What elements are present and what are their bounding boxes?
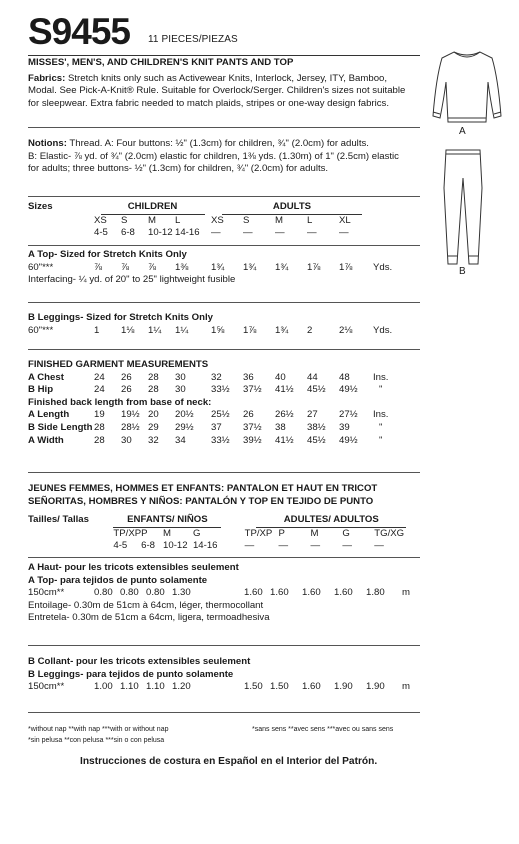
haut-heading: A Haut- pour les tricots extensibles seulement bbox=[28, 562, 239, 573]
yardage-cell: 1.60 bbox=[302, 587, 321, 599]
row-label: A Width bbox=[28, 434, 64, 446]
size-name: XS bbox=[94, 214, 107, 226]
measure-cell: 44 bbox=[307, 371, 318, 383]
measure-cell: 27 bbox=[307, 409, 318, 421]
size-name: XS bbox=[211, 214, 224, 226]
yardage-cell: 1⅜ bbox=[175, 261, 189, 273]
sizes-label: Tailles/ Tallas bbox=[28, 514, 89, 525]
measure-cell: 24 bbox=[94, 371, 105, 383]
size-range: — bbox=[339, 227, 349, 239]
top-heading: A Top- para tejidos de punto solamente bbox=[28, 574, 208, 586]
size-range: 6-8 bbox=[121, 227, 135, 239]
measure-cell: 28½ bbox=[121, 421, 140, 433]
children-label: CHILDREN bbox=[101, 201, 205, 215]
measure-cell: 30 bbox=[175, 384, 186, 396]
english-size-table bbox=[28, 201, 420, 240]
leggings-yardage-row bbox=[28, 325, 420, 338]
metric-leggings-row bbox=[28, 681, 420, 694]
top-yardage-row bbox=[28, 262, 420, 275]
measure-cell: 41½ bbox=[275, 384, 294, 396]
size-range: — bbox=[275, 227, 285, 239]
fabrics-line: Stretch knits only such as Activewear Knits, Interlock, Jersey, ITY, Bamboo, bbox=[65, 72, 388, 84]
yardage-cell: 1⅝ bbox=[211, 324, 225, 336]
measure-cell: 26½ bbox=[275, 409, 294, 421]
yardage-cell: 2⅛ bbox=[339, 324, 353, 336]
yardage-cell: 1.60 bbox=[244, 587, 263, 599]
fabrics-text bbox=[28, 73, 420, 111]
divider bbox=[28, 712, 420, 713]
yardage-cell: 1⅞ bbox=[307, 261, 321, 273]
footnote-fr: *sans sens **avec sens ***avec ou sans sens bbox=[252, 726, 394, 733]
unit-label: m bbox=[402, 681, 410, 693]
size-name: L bbox=[175, 214, 181, 226]
yardage-cell: 1.30 bbox=[172, 587, 191, 599]
yardage-cell: 1¾ bbox=[275, 324, 289, 336]
side-length-row bbox=[28, 422, 420, 435]
measure-cell: 38½ bbox=[307, 421, 326, 433]
measure-cell: 30 bbox=[175, 371, 186, 383]
size-range: 6-8 bbox=[141, 540, 156, 552]
size-name: TP/XP bbox=[113, 527, 142, 539]
unit-label: m bbox=[402, 587, 410, 599]
yardage-cell: 1.60 bbox=[270, 587, 289, 599]
size-ranges-row bbox=[28, 227, 420, 240]
measure-cell: 37 bbox=[211, 421, 222, 433]
size-name: S bbox=[243, 214, 250, 226]
divider bbox=[28, 196, 420, 197]
measure-cell: 39½ bbox=[243, 434, 262, 446]
size-name: M bbox=[275, 214, 283, 226]
measure-cell: 37½ bbox=[243, 421, 262, 433]
measure-cell: 28 bbox=[148, 371, 159, 383]
length-row bbox=[28, 409, 420, 422]
measure-cell: 49½ bbox=[339, 384, 358, 396]
leggings-yardage-table bbox=[28, 312, 420, 337]
unit-label: Ins. bbox=[373, 409, 389, 421]
size-range: — bbox=[243, 227, 253, 239]
leggings-sketch bbox=[436, 148, 490, 266]
measure-cell: 30 bbox=[121, 434, 132, 446]
measure-cell: 37½ bbox=[243, 384, 262, 396]
width-row bbox=[28, 435, 420, 448]
measure-cell: 41½ bbox=[275, 434, 294, 446]
footnote-en: *without nap **with nap ***with or without nap bbox=[28, 726, 169, 733]
divider bbox=[28, 349, 420, 350]
measure-cell: 49½ bbox=[339, 434, 358, 446]
row-label: B Side Length bbox=[28, 421, 93, 433]
measure-cell: 25½ bbox=[211, 409, 230, 421]
metric-top-row bbox=[28, 587, 420, 600]
size-names-row bbox=[28, 215, 420, 228]
entretela-text: Entretela- 0.30m de 51cm a 64cm, ligera, termoadhesiva bbox=[28, 612, 270, 624]
pattern-code: S9455 bbox=[28, 11, 130, 52]
measure-cell: 33½ bbox=[211, 384, 230, 396]
yardage-cell: 2 bbox=[307, 324, 313, 336]
french-title: JEUNES FEMMES, HOMMES ET ENFANTS: PANTALON ET HAUT EN TRICOT bbox=[28, 483, 378, 494]
size-names-row bbox=[28, 528, 420, 541]
ditto-mark: " bbox=[379, 384, 383, 396]
size-group-row bbox=[28, 201, 420, 215]
ditto-mark: " bbox=[379, 434, 383, 446]
sizes-label: Sizes bbox=[28, 201, 53, 212]
yardage-cell: 1.50 bbox=[244, 681, 263, 693]
spanish-instructions-note: Instrucciones de costura en Español en el Interior del Patrón. bbox=[80, 756, 378, 767]
size-range: — bbox=[278, 540, 289, 552]
view-a-label: A bbox=[459, 126, 466, 137]
row-label: B Hip bbox=[28, 384, 54, 396]
size-range: — bbox=[342, 540, 352, 552]
measure-cell: 24 bbox=[94, 384, 105, 396]
measure-cell: 36 bbox=[243, 371, 254, 383]
size-name: TG/XG bbox=[374, 527, 405, 539]
yardage-cell: 1.20 bbox=[172, 681, 191, 693]
measure-cell: 33½ bbox=[211, 434, 230, 446]
leggings-heading: B Leggings- para tejidos de punto solamente bbox=[28, 668, 234, 680]
yardage-cell: 1.90 bbox=[334, 681, 353, 693]
size-name: P bbox=[141, 527, 148, 539]
size-range: — bbox=[374, 540, 384, 552]
ditto-mark: " bbox=[379, 421, 383, 433]
measure-cell: 39 bbox=[339, 421, 350, 433]
size-range: — bbox=[307, 227, 317, 239]
yardage-cell: 1⅞ bbox=[339, 261, 353, 273]
adults-label: ADULTES/ ADULTOS bbox=[256, 514, 406, 528]
measure-cell: 26 bbox=[121, 384, 132, 396]
fabrics-line: Modal. See Pick-A-Knit® Rule. Suitable for Overlock/Serger. Children's sizes not suitable bbox=[28, 85, 406, 97]
top-yardage-table bbox=[28, 249, 420, 287]
yardage-cell: ⅞ bbox=[94, 261, 103, 273]
divider bbox=[28, 245, 420, 246]
row-label: A Length bbox=[28, 409, 70, 421]
measure-cell: 28 bbox=[94, 421, 105, 433]
translated-title bbox=[28, 483, 420, 508]
yardage-cell: 1.80 bbox=[366, 587, 385, 599]
yardage-cell: 1¾ bbox=[275, 261, 289, 273]
divider bbox=[28, 645, 420, 646]
measure-cell: 34 bbox=[175, 434, 186, 446]
fabric-width: 60"*** bbox=[28, 261, 54, 273]
yardage-cell: 0.80 bbox=[94, 587, 113, 599]
size-range: — bbox=[310, 540, 321, 552]
finished-heading: FINISHED GARMENT MEASUREMENTS bbox=[28, 359, 209, 370]
hip-row bbox=[28, 384, 420, 397]
notions-label: Notions: bbox=[28, 138, 67, 149]
measure-cell: 32 bbox=[148, 434, 159, 446]
measure-cell: 20½ bbox=[175, 409, 194, 421]
row-label: A Chest bbox=[28, 371, 64, 383]
unit-label: Yds. bbox=[373, 261, 393, 273]
size-name: S bbox=[121, 214, 128, 226]
footnote-es: *sin pelusa **con pelusa ***sin o con pelusa bbox=[28, 737, 165, 744]
yardage-cell: 1.60 bbox=[334, 587, 353, 599]
piece-count: 11 PIECES/PIEZAS bbox=[148, 34, 238, 45]
size-range: — bbox=[244, 540, 255, 552]
english-title: MISSES', MEN'S, AND CHILDREN'S KNIT PANTS AND TOP bbox=[28, 57, 294, 68]
notions-line: B: Elastic- ⅞ yd. of ¾" (2.0cm) elastic for children, 1⅜ yds. (1.30m) of 1" (2.5cm) elastic bbox=[28, 150, 399, 162]
notions-line: for adults; three buttons- ½" (1.3cm) for children, ¾" (2.0cm) for adults. bbox=[28, 163, 329, 175]
divider bbox=[28, 557, 420, 558]
yardage-cell: 1.90 bbox=[366, 681, 385, 693]
size-name: L bbox=[307, 214, 313, 226]
notions-line: Thread. A: Four buttons: ½" (1.3cm) for children, ¾" (2.0cm) for adults. bbox=[66, 138, 369, 149]
yardage-cell: 1.00 bbox=[94, 681, 113, 693]
pattern-header bbox=[28, 12, 428, 56]
size-range: 14-16 bbox=[175, 227, 200, 239]
fabrics-section bbox=[28, 57, 420, 110]
measure-cell: 28 bbox=[148, 384, 159, 396]
size-name: TP/XP bbox=[244, 527, 273, 539]
yardage-cell: 1¾ bbox=[243, 261, 257, 273]
yardage-cell: 1¼ bbox=[148, 324, 162, 336]
size-range: — bbox=[211, 227, 221, 239]
size-range: 14-16 bbox=[192, 540, 218, 552]
size-name: P bbox=[278, 527, 285, 539]
divider bbox=[28, 472, 420, 473]
unit-label: Yds. bbox=[373, 324, 393, 336]
fabrics-line: for sleepwear. Extra fabric needed to match plaids, stripes or one-way design fabrics. bbox=[28, 97, 390, 109]
size-name: XL bbox=[339, 214, 351, 226]
size-range: 4-5 bbox=[113, 540, 128, 552]
yardage-cell: 1⅛ bbox=[121, 324, 135, 336]
measure-cell: 20 bbox=[148, 409, 159, 421]
measure-cell: 40 bbox=[275, 371, 286, 383]
entoilage-text: Entoilage- 0.30m de 51cm à 64cm, léger, thermocollant bbox=[28, 599, 264, 611]
yardage-cell: 1¼ bbox=[175, 324, 189, 336]
view-b-label: B bbox=[459, 266, 466, 277]
size-name: M bbox=[148, 214, 156, 226]
back-length-heading: Finished back length from base of neck: bbox=[28, 396, 212, 408]
yardage-cell: 0.80 bbox=[120, 587, 139, 599]
measure-cell: 48 bbox=[339, 371, 350, 383]
notions-section bbox=[28, 138, 420, 176]
yardage-cell: 1 bbox=[94, 324, 100, 336]
yardage-cell: 1.10 bbox=[120, 681, 139, 693]
size-range: 4-5 bbox=[94, 227, 108, 239]
interfacing-text: Interfacing- ¼ yd. of 20" to 25" lightweight fusible bbox=[28, 274, 236, 286]
size-name: M bbox=[163, 527, 172, 539]
measure-cell: 45½ bbox=[307, 434, 326, 446]
size-name: G bbox=[192, 527, 201, 539]
collant-heading: B Collant- pour les tricots extensibles seulement bbox=[28, 656, 251, 667]
fabrics-label: Fabrics: bbox=[28, 72, 66, 84]
measure-cell: 32 bbox=[211, 371, 222, 383]
finished-measurements-table bbox=[28, 359, 420, 447]
top-heading: A Top- Sized for Stretch Knits Only bbox=[28, 249, 187, 260]
top-sketch bbox=[428, 48, 506, 128]
yardage-cell: ⅞ bbox=[148, 261, 157, 273]
measure-cell: 45½ bbox=[307, 384, 326, 396]
size-range: 10-12 bbox=[148, 227, 173, 239]
metric-top-table bbox=[28, 562, 420, 625]
fabric-width: 150cm** bbox=[28, 587, 65, 599]
divider bbox=[28, 55, 420, 56]
chest-row bbox=[28, 372, 420, 385]
metric-size-table bbox=[28, 514, 420, 553]
measure-cell: 26 bbox=[121, 371, 132, 383]
spanish-title: SEÑORITAS, HOMBRES Y NIÑOS: PANTALÓN Y TOP EN TEJIDO DE PUNTO bbox=[28, 495, 374, 507]
leggings-heading: B Leggings- Sized for Stretch Knits Only bbox=[28, 312, 213, 323]
size-range: 10-12 bbox=[163, 540, 188, 552]
unit-label: Ins. bbox=[373, 371, 389, 383]
size-name: M bbox=[310, 527, 319, 539]
size-name: G bbox=[342, 527, 350, 539]
yardage-cell: 1⅞ bbox=[243, 324, 257, 336]
fabric-width: 60"*** bbox=[28, 324, 54, 336]
divider bbox=[28, 127, 420, 128]
yardage-cell: 1.60 bbox=[302, 681, 321, 693]
measure-cell: 29 bbox=[148, 421, 159, 433]
measure-cell: 29½ bbox=[175, 421, 194, 433]
size-group-row bbox=[28, 514, 420, 528]
yardage-cell: 0.80 bbox=[146, 587, 165, 599]
adults-label: ADULTS bbox=[222, 201, 362, 215]
measure-cell: 38 bbox=[275, 421, 286, 433]
size-ranges-row bbox=[28, 540, 420, 553]
yardage-cell: 1.50 bbox=[270, 681, 289, 693]
divider bbox=[28, 302, 420, 303]
fabric-width: 150cm** bbox=[28, 681, 65, 693]
yardage-cell: 1.10 bbox=[146, 681, 165, 693]
metric-leggings-table bbox=[28, 656, 420, 694]
yardage-cell: ⅞ bbox=[121, 261, 130, 273]
children-label: ENFANTS/ NIÑOS bbox=[113, 514, 221, 528]
measure-cell: 19½ bbox=[121, 409, 140, 421]
measure-cell: 19 bbox=[94, 409, 105, 421]
measure-cell: 26 bbox=[243, 409, 254, 421]
yardage-cell: 1¾ bbox=[211, 261, 225, 273]
measure-cell: 27½ bbox=[339, 409, 358, 421]
measure-cell: 28 bbox=[94, 434, 105, 446]
